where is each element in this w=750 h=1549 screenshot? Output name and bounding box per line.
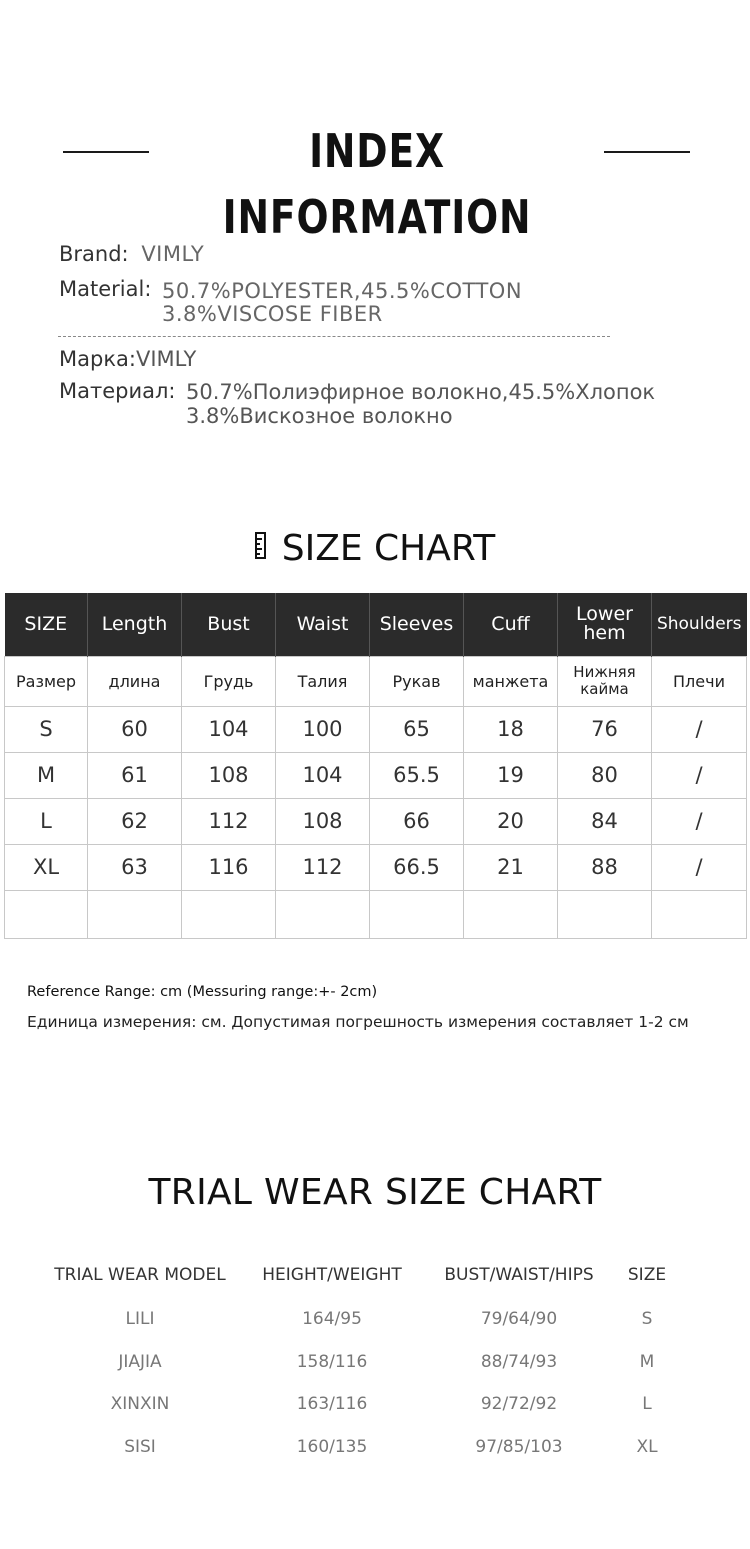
trial-wear-title: TRIAL WEAR SIZE CHART <box>148 1172 602 1213</box>
table-cell: / <box>652 844 747 890</box>
brand-value: VIMLY <box>141 242 205 266</box>
table-cell: 66.5 <box>370 844 464 890</box>
trial-cell: JIAJIA <box>118 1351 162 1372</box>
trial-cell: 79/64/90 <box>480 1309 558 1330</box>
ru-brand-row <box>59 347 196 371</box>
trial-header-row <box>46 1252 686 1298</box>
table-cell: L <box>5 798 88 844</box>
brand-row <box>59 242 204 266</box>
trial-cell: 88/74/93 <box>480 1351 558 1372</box>
ru-material-value-line2: 3.8%Вискозное волокно <box>186 404 453 428</box>
table-cell: 62 <box>88 798 182 844</box>
table-cell: 104 <box>182 706 276 752</box>
trial-cell: 92/72/92 <box>480 1394 558 1415</box>
trial-cell: XL <box>636 1436 658 1457</box>
header-cell: Length <box>88 593 182 656</box>
trial-cell: 158/116 <box>296 1351 368 1372</box>
size-table-ru-header-row <box>5 656 747 706</box>
size-table-header-row <box>5 593 747 656</box>
header-cell: Shoulders <box>652 593 747 656</box>
table-cell: 84 <box>558 798 652 844</box>
table-cell: 61 <box>88 752 182 798</box>
ru-header-cell: Нижняя кайма <box>558 656 652 706</box>
ruler-icon <box>255 532 266 559</box>
material-row <box>59 277 151 301</box>
ru-header-cell: Размер <box>5 656 88 706</box>
trial-header-cell: SIZE <box>627 1265 667 1285</box>
table-cell: / <box>652 798 747 844</box>
ru-header-cell: Плечи <box>652 656 747 706</box>
ru-header-cell: Талия <box>276 656 370 706</box>
ru-header-cell: Рукав <box>370 656 464 706</box>
size-table <box>4 593 747 939</box>
ru-header-cell: Грудь <box>182 656 276 706</box>
table-row-empty <box>5 890 747 938</box>
table-cell: 108 <box>276 798 370 844</box>
reference-range-ru: Единица измерения: см. Допустимая погрешность измерения составляет 1-2 см <box>27 1013 689 1031</box>
ru-header-cell: длина <box>88 656 182 706</box>
trial-cell: 160/135 <box>296 1436 368 1457</box>
table-cell: 18 <box>464 706 558 752</box>
table-cell: 112 <box>182 798 276 844</box>
header-cell: Bust <box>182 593 276 656</box>
divider-line-right <box>604 151 690 153</box>
brand-label: Brand: <box>59 242 129 266</box>
material-label: Material: <box>59 277 152 301</box>
dotted-divider <box>58 336 610 337</box>
table-cell: 108 <box>182 752 276 798</box>
trial-header-cell: BUST/WAIST/HIPS <box>444 1265 594 1285</box>
ru-material-label: Материал: <box>59 379 176 403</box>
trial-cell: 164/95 <box>302 1309 362 1330</box>
index-header <box>0 118 750 244</box>
table-cell: 65.5 <box>370 752 464 798</box>
table-cell: 63 <box>88 844 182 890</box>
trial-row <box>46 1341 686 1384</box>
ru-material-row <box>59 379 175 403</box>
table-row <box>5 798 747 844</box>
trial-wear-table <box>46 1252 686 1468</box>
table-cell: 21 <box>464 844 558 890</box>
size-chart-title-text: SIZE CHART <box>281 528 496 569</box>
material-value-line2: 3.8%VISCOSE FIBER <box>162 302 383 326</box>
trial-row <box>46 1298 686 1341</box>
trial-cell: 163/116 <box>296 1394 368 1415</box>
trial-row <box>46 1426 686 1469</box>
trial-header-cell: TRIAL WEAR MODEL <box>54 1265 226 1285</box>
divider-line-left <box>63 151 149 153</box>
table-cell: M <box>5 752 88 798</box>
trial-cell: SISI <box>124 1436 156 1457</box>
reference-range-en: Reference Range: cm (Messuring range:+- 2cm) <box>27 984 378 1000</box>
table-cell: XL <box>5 844 88 890</box>
table-cell: 100 <box>276 706 370 752</box>
table-cell: 60 <box>88 706 182 752</box>
table-cell: / <box>652 752 747 798</box>
table-cell: 112 <box>276 844 370 890</box>
header-cell: Cuff <box>464 593 558 656</box>
ru-brand-label: Марка: <box>59 347 136 371</box>
trial-row <box>46 1383 686 1426</box>
index-title: INDEX INFORMATION <box>222 124 532 244</box>
table-row <box>5 752 747 798</box>
header-cell: Sleeves <box>370 593 464 656</box>
table-cell: / <box>652 706 747 752</box>
table-cell: S <box>5 706 88 752</box>
trial-header-cell: HEIGHT/WEIGHT <box>262 1265 402 1285</box>
table-cell: 116 <box>182 844 276 890</box>
size-chart-title <box>0 528 750 572</box>
ru-brand-value: VIMLY <box>135 347 197 371</box>
material-value-line1: 50.7%POLYESTER,45.5%COTTON <box>162 279 523 303</box>
header-cell: SIZE <box>5 593 88 656</box>
trial-cell: XINXIN <box>110 1394 170 1415</box>
table-row <box>5 844 747 890</box>
table-cell: 104 <box>276 752 370 798</box>
trial-cell: 97/85/103 <box>475 1436 563 1457</box>
table-cell: 80 <box>558 752 652 798</box>
table-cell: 20 <box>464 798 558 844</box>
table-cell: 76 <box>558 706 652 752</box>
trial-cell: LILI <box>125 1309 155 1330</box>
trial-cell: M <box>639 1351 655 1372</box>
trial-cell: S <box>641 1309 653 1330</box>
table-cell: 65 <box>370 706 464 752</box>
ru-material-value-line1: 50.7%Полиэфирное волокно,45.5%Хлопок <box>186 380 656 404</box>
table-cell: 88 <box>558 844 652 890</box>
trial-cell: L <box>642 1394 652 1415</box>
ru-header-cell: манжета <box>464 656 558 706</box>
table-row <box>5 706 747 752</box>
table-cell: 19 <box>464 752 558 798</box>
header-cell: Waist <box>276 593 370 656</box>
table-cell: 66 <box>370 798 464 844</box>
header-cell: Lower hem <box>558 593 652 656</box>
